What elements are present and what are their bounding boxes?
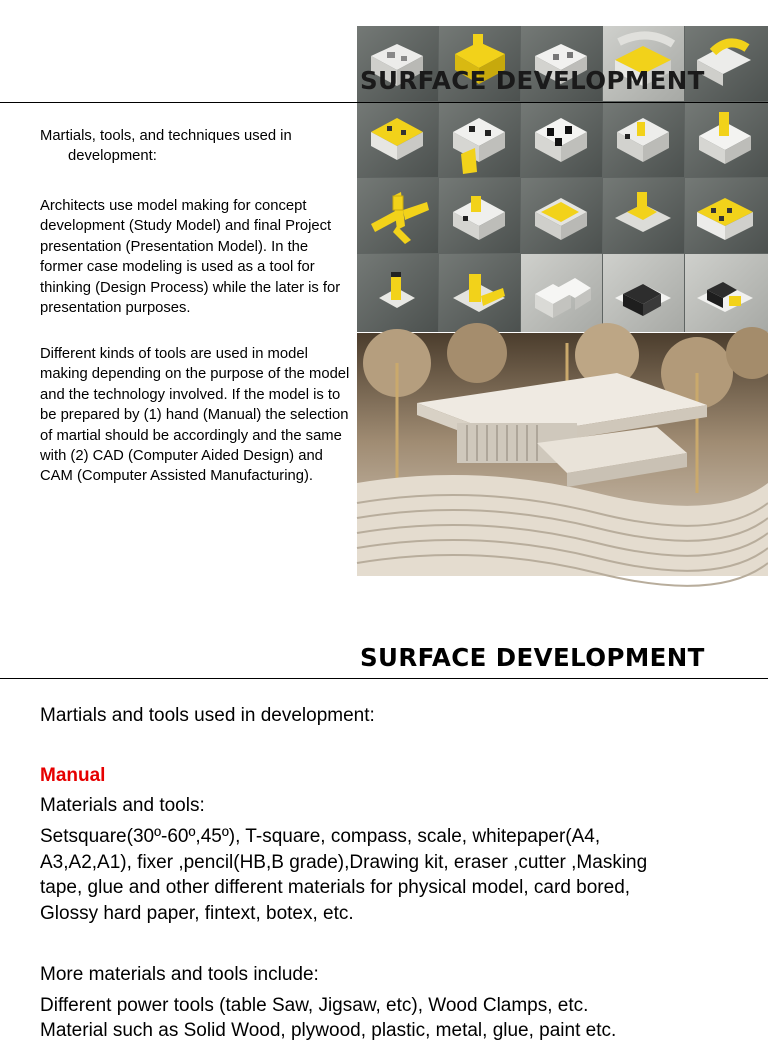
materials-line-cut: Material such as Solid Wood, plywood, plastic, metal, glue, paint etc. <box>40 1020 617 1041</box>
section-intro: Martials and tools used in development: <box>40 705 375 726</box>
paragraph-tools: Different kinds of tools are used in model making depending on the purpose of the model and the technology involved. If the model is to be prepared by (1) hand (Manual) the selection of martial should be accordingly and the same with (2) CAD (Computer Aided Design) and CAM (Computer Assisted Manufacturing). <box>40 346 350 485</box>
header-divider <box>0 102 768 103</box>
presentation-model-photo <box>357 333 768 576</box>
slide-2 <box>0 600 768 1041</box>
intro-line-2: development: <box>68 148 157 165</box>
tools-line-1: Setsquare(30º-60º,45º), T-square, compass, scale, whitepaper(A4, <box>40 826 601 847</box>
intro-text <box>40 126 380 167</box>
manual-heading: Manual <box>40 765 106 786</box>
slide-title: SURFACE DEVELOPMENT <box>360 66 705 95</box>
tools-line-4: Glossy hard paper, fintext, botex, etc. <box>40 902 354 924</box>
tools-line-3: tape, glue and other different materials for physical model, card bored, <box>40 877 631 898</box>
more-materials-label: More materials and tools include: <box>40 964 319 985</box>
presentation-model-image <box>357 333 768 576</box>
paragraph-model-making: Architects use model making for concept development (Study Model) and final Project presentation (Presentation Model). In the former case modeling is used as a tool for thinking (Design Process) while the later is for presentation purposes. <box>40 198 341 317</box>
power-tools-line: Different power tools (table Saw, Jigsaw, etc), Wood Clamps, etc. <box>40 995 589 1016</box>
slide-title: SURFACE DEVELOPMENT <box>360 643 705 672</box>
tools-line-2: A3,A2,A1), fixer ,pencil(HB,B grade),Drawing kit, eraser ,cutter ,Masking <box>40 851 648 873</box>
materials-label: Materials and tools: <box>40 795 205 816</box>
intro-line-1: Martials, tools, and techniques used in <box>40 128 292 144</box>
header-divider <box>0 678 768 679</box>
